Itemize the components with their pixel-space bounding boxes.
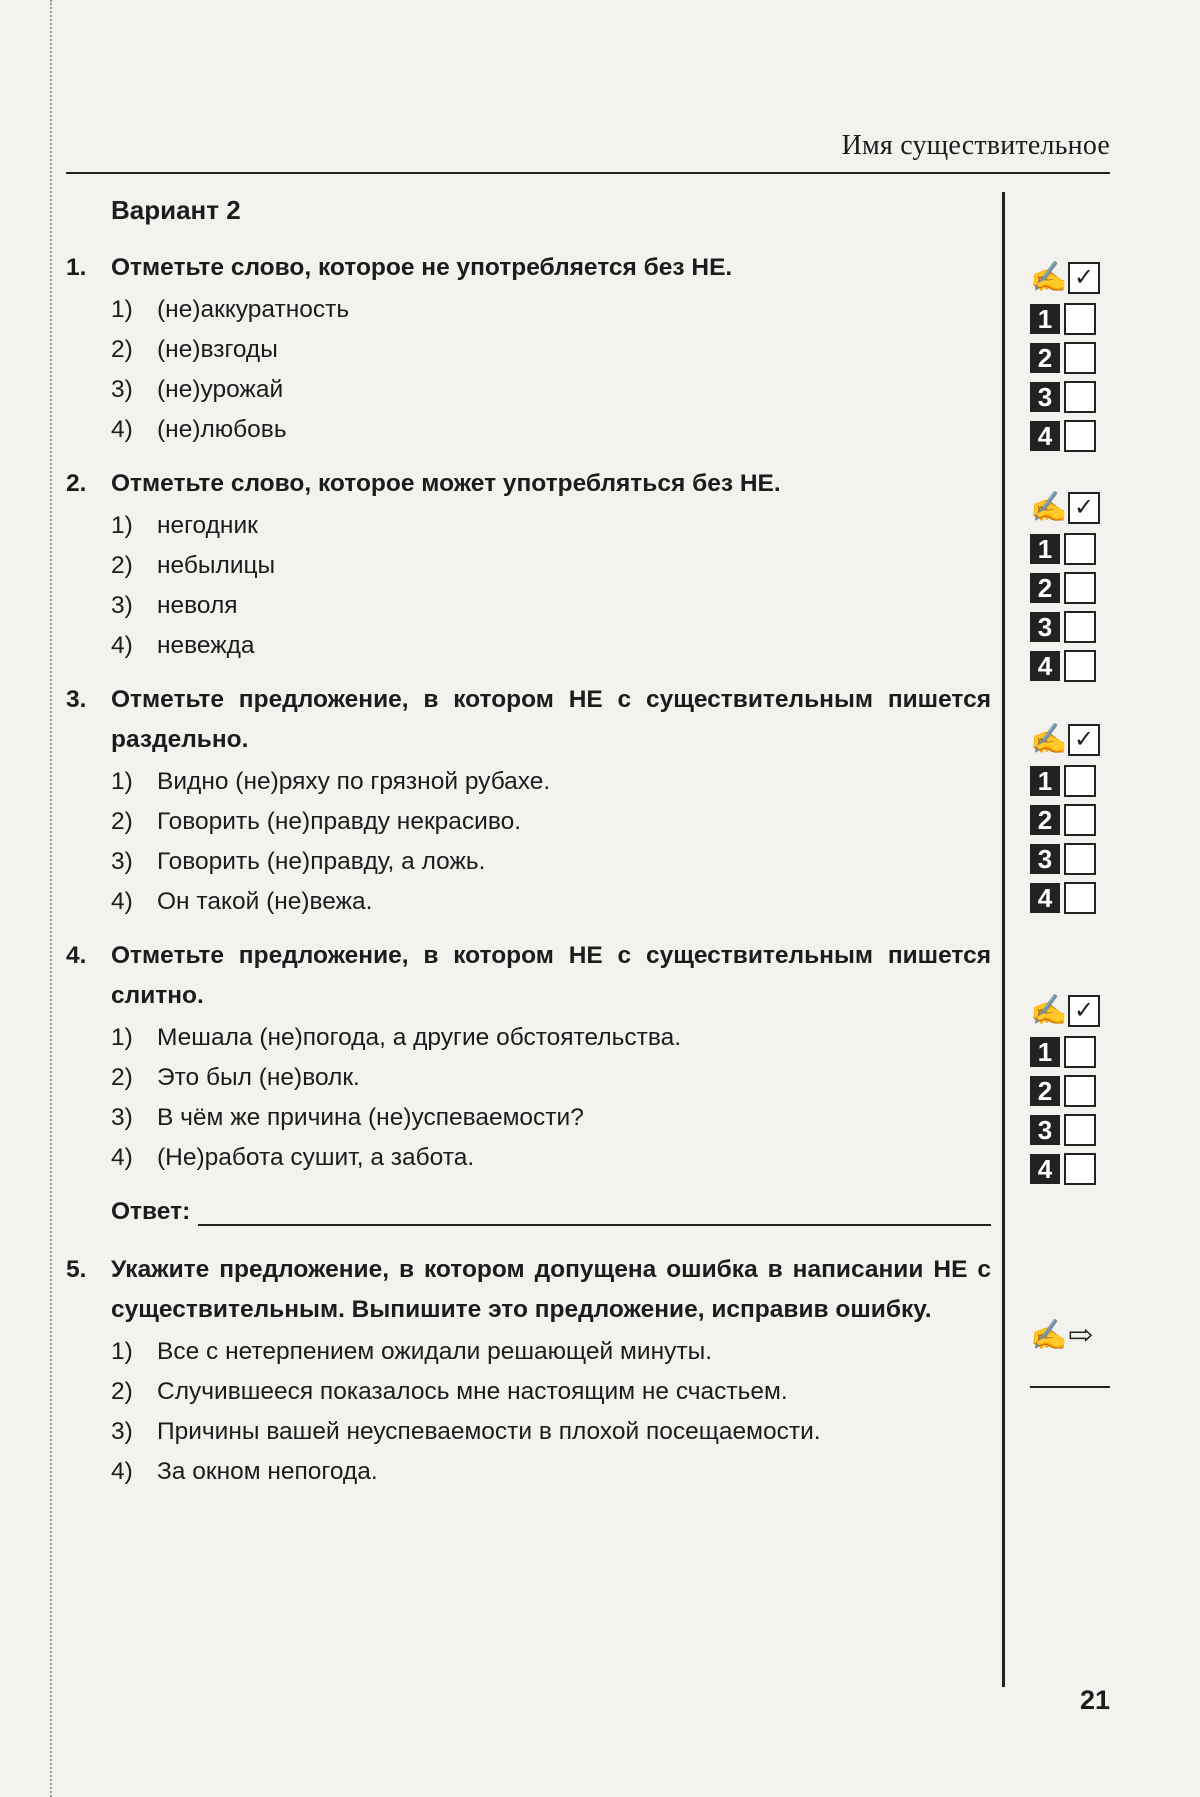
option-item [111, 1412, 991, 1452]
pen-icon: ✍ [1030, 994, 1068, 1027]
answer-checkbox[interactable] [1064, 843, 1096, 875]
option-number: 1) [111, 1338, 133, 1365]
answer-box-row [1030, 1074, 1110, 1108]
option-number: 2) [111, 808, 133, 835]
answer-checkbox[interactable] [1064, 804, 1096, 836]
option-text: Видно (не)ряху по грязной рубахе. [157, 768, 551, 795]
answer-number: 1 [1030, 766, 1060, 796]
answer-number: 4 [1030, 883, 1060, 913]
question-4 [66, 936, 991, 1178]
option-list [111, 762, 991, 922]
option-number: 2) [111, 336, 133, 363]
option-item [111, 586, 991, 626]
option-text: Все с нетерпением ожидали решающей минуты. [157, 1338, 712, 1365]
option-text: В чём же причина (не)успеваемости? [157, 1104, 584, 1131]
answer-number: 1 [1030, 304, 1060, 334]
answer-box-row [1030, 571, 1110, 605]
option-number: 3) [111, 1418, 133, 1445]
option-number: 3) [111, 592, 133, 619]
pen-icon: ✍ [1030, 1319, 1068, 1352]
answer-column-divider [1002, 192, 1005, 1687]
option-item [111, 1098, 991, 1138]
page-header-title: Имя существительное [841, 130, 1110, 161]
option-list [111, 1018, 991, 1178]
option-item [111, 370, 991, 410]
answer-boxes-q3 [1030, 722, 1110, 920]
option-text: (не)взгоды [157, 336, 278, 363]
pen-icon: ✍ [1030, 491, 1068, 524]
answer-header [1030, 1318, 1110, 1354]
answer-number: 1 [1030, 1037, 1060, 1067]
pen-icon: ✍ [1030, 723, 1068, 756]
arrow-right-icon: ⇨ [1068, 1319, 1094, 1352]
option-text: негодник [157, 512, 258, 539]
answer-boxes-q4 [1030, 993, 1110, 1191]
answer-number: 2 [1030, 573, 1060, 603]
answer-box-row [1030, 380, 1110, 414]
option-number: 3) [111, 376, 133, 403]
answer-number: 3 [1030, 844, 1060, 874]
answer-number: 4 [1030, 421, 1060, 451]
question-text: Отметьте слово, которое может употребляться без НЕ. [111, 470, 781, 497]
option-list [111, 506, 991, 666]
answer-blank[interactable] [198, 1194, 991, 1226]
option-number: 1) [111, 512, 133, 539]
option-list [111, 290, 991, 450]
question-number: 1. [66, 254, 87, 281]
answer-box-row [1030, 341, 1110, 375]
question-text: Отметьте предложение, в котором НЕ с существительным пишется раздельно. [111, 686, 991, 753]
answer-box-row [1030, 803, 1110, 837]
option-number: 1) [111, 296, 133, 323]
answer-checkbox[interactable] [1064, 1075, 1096, 1107]
answer-checkbox[interactable] [1064, 650, 1096, 682]
answer-box-row [1030, 610, 1110, 644]
option-number: 1) [111, 1024, 133, 1051]
answer-box-row [1030, 1035, 1110, 1069]
answer-number: 2 [1030, 805, 1060, 835]
answer-header [1030, 993, 1110, 1029]
option-list [111, 1332, 991, 1492]
option-text: Говорить (не)правду, а ложь. [157, 848, 486, 875]
answer-box-row [1030, 881, 1110, 915]
option-item [111, 506, 991, 546]
answer-line [111, 1192, 991, 1232]
option-number: 2) [111, 1378, 133, 1405]
option-number: 4) [111, 888, 133, 915]
option-text: (не)урожай [157, 376, 284, 403]
answer-box-row [1030, 532, 1110, 566]
answer-header [1030, 722, 1110, 758]
option-text: невежда [157, 632, 255, 659]
answer-number: 2 [1030, 1076, 1060, 1106]
question-3 [66, 680, 991, 922]
answer-header [1030, 490, 1110, 526]
check-icon: ✓ [1068, 262, 1100, 294]
question-text: Отметьте слово, которое не употребляется без НЕ. [111, 254, 733, 281]
option-text: (Не)работа сушит, а забота. [157, 1144, 475, 1171]
option-item [111, 546, 991, 586]
answer-checkbox[interactable] [1064, 381, 1096, 413]
option-item [111, 410, 991, 450]
check-icon: ✓ [1068, 995, 1100, 1027]
answer-area-divider [1030, 1386, 1110, 1388]
question-2 [66, 464, 991, 666]
option-number: 2) [111, 552, 133, 579]
question-number: 5. [66, 1256, 87, 1283]
answer-number: 2 [1030, 343, 1060, 373]
option-text: За окном непогода. [157, 1458, 378, 1485]
answer-number: 4 [1030, 651, 1060, 681]
answer-checkbox[interactable] [1064, 1036, 1096, 1068]
option-item [111, 842, 991, 882]
variant-title: Вариант 2 [111, 195, 241, 225]
answer-checkbox[interactable] [1064, 533, 1096, 565]
question-text: Укажите предложение, в котором допущена ошибка в написании НЕ с существительным. Выпишите это предложение, исправив ошибку. [111, 1256, 991, 1323]
option-text: Это был (не)волк. [157, 1064, 360, 1091]
option-item [111, 330, 991, 370]
answer-box-row [1030, 302, 1110, 336]
option-item [111, 802, 991, 842]
option-item [111, 1138, 991, 1178]
option-text: неволя [157, 592, 238, 619]
check-icon: ✓ [1068, 492, 1100, 524]
question-number: 3. [66, 686, 87, 713]
option-number: 1) [111, 768, 133, 795]
answer-checkbox[interactable] [1064, 1153, 1096, 1185]
answer-area-q5 [1030, 1318, 1110, 1360]
answer-box-row [1030, 1152, 1110, 1186]
option-number: 4) [111, 416, 133, 443]
option-item [111, 1372, 991, 1412]
question-text: Отметьте предложение, в котором НЕ с существительным пишется слитно. [111, 942, 991, 1009]
answer-checkbox[interactable] [1064, 611, 1096, 643]
answer-number: 4 [1030, 1154, 1060, 1184]
option-text: Причины вашей неуспеваемости в плохой посещаемости. [157, 1418, 821, 1445]
option-number: 4) [111, 1458, 133, 1485]
check-icon: ✓ [1068, 724, 1100, 756]
question-1 [66, 248, 991, 450]
answer-checkbox[interactable] [1064, 765, 1096, 797]
answer-number: 1 [1030, 534, 1060, 564]
option-text: Он такой (не)вежа. [157, 888, 373, 915]
header-divider [66, 172, 1110, 174]
answer-box-row [1030, 842, 1110, 876]
answer-number: 3 [1030, 612, 1060, 642]
question-5 [66, 1250, 991, 1492]
option-item [111, 290, 991, 330]
option-item [111, 1332, 991, 1372]
option-number: 2) [111, 1064, 133, 1091]
page-number: 21 [1079, 1685, 1110, 1715]
answer-number: 3 [1030, 1115, 1060, 1145]
binding-edge [50, 0, 52, 1797]
question-number: 2. [66, 470, 87, 497]
option-text: Говорить (не)правду некрасиво. [157, 808, 522, 835]
option-number: 4) [111, 1144, 133, 1171]
answer-boxes-q1 [1030, 260, 1110, 458]
answer-header [1030, 260, 1110, 296]
answer-box-row [1030, 764, 1110, 798]
option-text: (не)любовь [157, 416, 287, 443]
answer-checkbox[interactable] [1064, 303, 1096, 335]
answer-number: 3 [1030, 382, 1060, 412]
answer-label: Ответ: [111, 1198, 191, 1225]
answer-checkbox[interactable] [1064, 1114, 1096, 1146]
option-number: 3) [111, 1104, 133, 1131]
answer-box-row [1030, 1113, 1110, 1147]
answer-boxes-q2 [1030, 490, 1110, 688]
question-number: 4. [66, 942, 87, 969]
option-text: (не)аккуратность [157, 296, 350, 323]
option-number: 3) [111, 848, 133, 875]
option-number: 4) [111, 632, 133, 659]
option-text: небылицы [157, 552, 276, 579]
option-item [111, 1452, 991, 1492]
option-text: Случившееся показалось мне настоящим не счастьем. [157, 1378, 788, 1405]
option-item [111, 626, 991, 666]
answer-box-row [1030, 649, 1110, 683]
pen-icon: ✍ [1030, 261, 1068, 294]
answer-box-row [1030, 419, 1110, 453]
option-item [111, 762, 991, 802]
option-text: Мешала (не)погода, а другие обстоятельства. [157, 1024, 682, 1051]
worksheet-content [66, 190, 991, 1506]
answer-checkbox[interactable] [1064, 882, 1096, 914]
option-item [111, 1058, 991, 1098]
answer-checkbox[interactable] [1064, 342, 1096, 374]
option-item [111, 882, 991, 922]
option-item [111, 1018, 991, 1058]
answer-checkbox[interactable] [1064, 572, 1096, 604]
answer-checkbox[interactable] [1064, 420, 1096, 452]
